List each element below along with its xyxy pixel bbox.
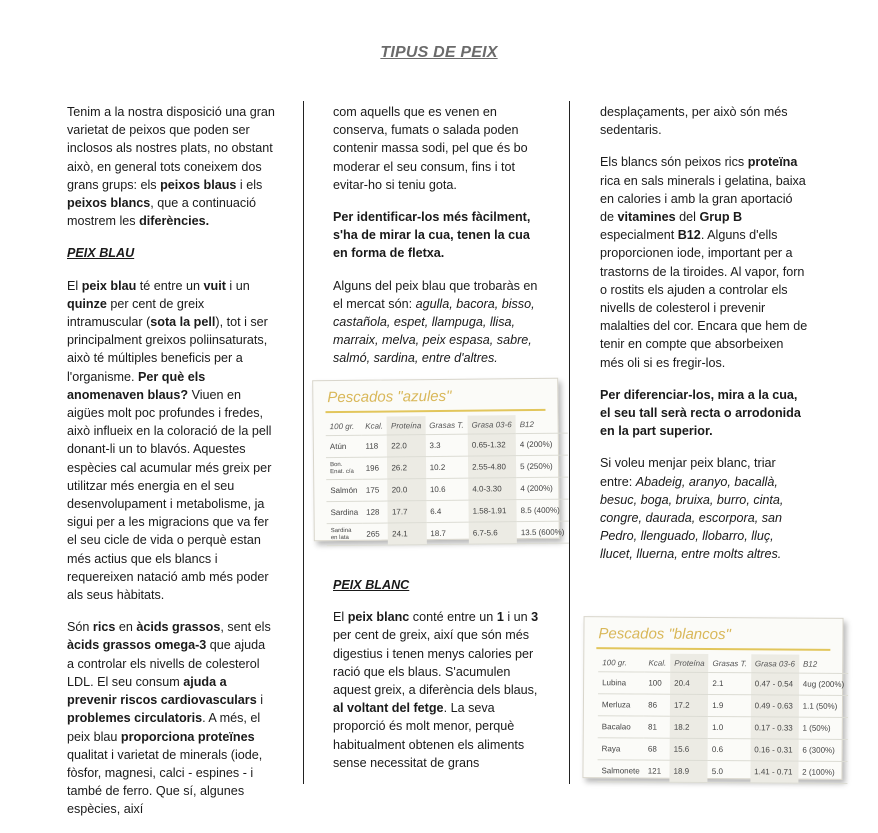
cell: 0.16 - 0.31: [750, 739, 798, 761]
cell: 5.0: [708, 760, 751, 782]
page-title: TIPUS DE PEIX: [380, 44, 498, 61]
table-pescados-azules: [312, 378, 565, 542]
cell: Sardina: [326, 501, 362, 523]
header-cell: Kcal.: [644, 654, 670, 673]
cell: 0.17 - 0.33: [750, 717, 798, 739]
heading-peix-blau: PEIX BLAU: [67, 246, 135, 261]
column-3: [600, 103, 808, 578]
white-fish-paragraph: Els blancs són peixos rics proteïna rica en sals minerals i gelatina, baixa en calories i amb la gran aportació de vitamines del Grup B especialment B12. Alguns d'ells proporcionen iode, important per a trastorns de la tiroides. Al vapor, forn o rostits els ajuden a controlar els nivells de colesterol i prevenir malalties del cor. Encara que hem de tenir en compte que absorbeixen més oli si es fregir-los.: [600, 155, 808, 370]
cell: 128: [362, 501, 388, 523]
table-row: [326, 455, 568, 480]
cell: 175: [362, 479, 388, 501]
cell: 2.55-4.80: [468, 456, 516, 479]
peix-blau-paragraph: El peix blau té entre un vuit i un quinze per cent de greix intramuscular (sota la pell), tot i ser principalment greixos poliinsaturats, això té múltiples beneficis per a l'organisme. Per què els anomenaven blaus? Viuen en aigües molt poc profundes i fredes, això influeix en la coloració de la pell donant-li un to blavós. Aquestes espècies cal acumular més greix per utilitzar més energia en el seu desenvolupament i metabolisme, ja sigui per a les migracions que va fer el seu cicle de vida o perquè estan més actius que els blancs i requereixen natació amb més poder als seus hàbitats.: [67, 278, 272, 603]
heading-peix-blanc: PEIX BLANC: [333, 578, 410, 592]
cell: 0.49 - 0.63: [751, 695, 799, 717]
header-cell: 100 gr.: [326, 417, 362, 436]
cell: 17.7: [388, 501, 426, 523]
cell: 20.0: [388, 479, 426, 501]
cell: 20.4: [670, 672, 708, 694]
cell: Lubina: [598, 672, 644, 694]
table-title: Pescados "blancos": [598, 625, 731, 644]
cell: Bon. Enat. c/a: [326, 457, 362, 479]
cell: 6.7-5.6: [469, 522, 517, 545]
cell: 5 (250%): [516, 455, 568, 478]
cell: 86: [644, 694, 670, 716]
cell: 100: [644, 672, 670, 694]
cell: 6 (300%): [798, 739, 848, 761]
header-cell: B12: [799, 655, 848, 674]
cell: 2 (100%): [798, 761, 848, 783]
cell: 0.6: [708, 738, 751, 760]
cell: 0.65-1.32: [468, 434, 516, 457]
cell: 10.2: [426, 456, 469, 478]
header-cell: Grasa 03-6: [751, 654, 799, 673]
title-underline: [325, 409, 545, 413]
header-cell: Grasa 03-6: [468, 415, 516, 434]
cell: 1.1 (50%): [799, 695, 849, 717]
cell: 8.5 (400%): [516, 499, 568, 522]
cell: 196: [362, 457, 388, 479]
header-cell: Grasas T.: [708, 654, 751, 673]
table-row: [327, 521, 569, 546]
column-divider-right: [569, 101, 570, 784]
cell: 6.4: [426, 500, 469, 522]
cell: 4ug (200%): [799, 673, 849, 695]
cell: 13.5 (600%): [517, 521, 569, 544]
cell: Salmón: [326, 479, 362, 501]
table-row: [597, 760, 847, 784]
cell: 4.0-3.30: [468, 478, 516, 501]
table-pescados-blancos: [582, 616, 843, 780]
blue-fish-list-paragraph: Alguns del peix blau que trobaràs en el mercat són: agulla, bacora, bisso, castañola, espet, llampuga, llisa, marraix, melva, peix espasa, sabre, salmó, sardina, entre d'altres.: [333, 278, 538, 366]
cell: 118: [361, 435, 387, 457]
cell: Salmonete: [597, 760, 643, 782]
cell: Merluza: [598, 694, 644, 716]
cell: 81: [644, 716, 670, 738]
title-underline: [596, 647, 830, 651]
table-row: [598, 738, 848, 762]
cell: 1 (50%): [798, 717, 848, 739]
cell: Atún: [326, 435, 362, 457]
cell: 18.9: [669, 760, 707, 782]
header-cell: Kcal.: [361, 417, 387, 436]
column-divider-left: [303, 101, 304, 784]
cell: 4 (200%): [516, 477, 568, 500]
header-cell: Grasas T.: [425, 416, 468, 435]
cell: 17.2: [670, 694, 708, 716]
table-title: Pescados "azules": [327, 387, 452, 407]
sedentary-paragraph: desplaçaments, per això són més sedentaris.: [600, 105, 788, 138]
cell: Sardina en lata: [327, 523, 363, 545]
table-header-row: [326, 415, 568, 436]
cell: 1.41 - 0.71: [750, 761, 798, 783]
conserva-paragraph: com aquells que es venen en conserva, fumats o salada poden contenir massa sodi, pel que és bo moderar el seu consum, fins i tot evitar-ho si teniu gota.: [333, 105, 528, 192]
header-cell: Proteína: [387, 416, 425, 435]
header-cell: B12: [516, 415, 568, 434]
cell: 0.47 - 0.54: [751, 673, 799, 695]
table-row: [598, 672, 848, 696]
table-row: [326, 433, 568, 458]
cell: 4 (200%): [516, 433, 568, 456]
table-row: [598, 694, 848, 718]
nutrition-table-azules: [326, 415, 569, 547]
cell: 68: [644, 738, 670, 760]
cell: 1.58-1.91: [468, 500, 516, 523]
cell: 265: [362, 523, 388, 545]
cell: 1.0: [708, 716, 751, 738]
differentiate-paragraph: Per diferenciar-los, mira a la cua, el seu tall serà recta o arrodonida en la part superior.: [600, 387, 801, 439]
cell: 15.6: [670, 738, 708, 760]
column-2: [333, 103, 541, 382]
column-2-lower: [333, 576, 541, 786]
cell: 22.0: [387, 435, 425, 457]
header-cell: Proteína: [670, 654, 708, 673]
cell: 24.1: [388, 523, 426, 545]
nutrition-table-blancos: [597, 653, 848, 784]
intro-paragraph: Tenim a la nostra disposició una gran varietat de peixos que poden ser inclosos als nostres plats, no obstant això, en general tots coneixem dos grans grups: els peixos blaus i els peixos blancs, que a continuació mostrem les diferències.: [67, 105, 275, 229]
table-row: [598, 716, 848, 740]
cell: 2.1: [708, 672, 751, 694]
table-row: [326, 477, 568, 502]
column-1: [67, 103, 275, 833]
acids-paragraph: Són rics en àcids grassos, sent els àcids grassos omega-3 que ajuda a controlar els nivells de colesterol LDL. El seu consum ajuda a prevenir riscos cardiovasculars i problemes circulatoris. A més, el peix blau proporciona proteïnes qualitat i varietat de minerals (iode, fòsfor, magnesi, calci - espines - i també de ferro. Que sí, algunes espècies, així: [67, 620, 271, 817]
table-row: [326, 499, 568, 524]
cell: Bacalao: [598, 716, 644, 738]
cell: 26.2: [387, 457, 425, 479]
cell: 18.7: [426, 522, 469, 544]
cell: Raya: [598, 738, 644, 760]
cell: 3.3: [425, 434, 468, 456]
header-cell: 100 gr.: [598, 653, 644, 672]
peix-blanc-paragraph: El peix blanc conté entre un 1 i un 3 per cent de greix, així que són més digestius i tenen menys calories per ració que els blaus. S'acumulen aquest greix, a diferència dels blaus, al voltant del fetge. La seva proporció és molt menor, perquè habitualment obtenen els aliments sense necessitat de grans: [333, 610, 539, 770]
cell: 10.6: [426, 478, 469, 500]
cell: 18.2: [670, 716, 708, 738]
white-fish-list-paragraph: Si voleu menjar peix blanc, triar entre: Abadeig, aranyo, bacallà, besuc, boga, bruixa, burro, cinta, congre, daurada, escorpora, san Pedro, llenguado, llobarro, lluç, llucet, lluerna, entre molts altres.: [600, 456, 784, 562]
identify-paragraph: Per identificar-los més fàcilment, s'ha de mirar la cua, tenen la cua en forma de fletxa.: [333, 210, 531, 261]
table-header-row: [598, 653, 848, 673]
cell: 1.9: [708, 694, 751, 716]
cell: 121: [644, 760, 670, 782]
